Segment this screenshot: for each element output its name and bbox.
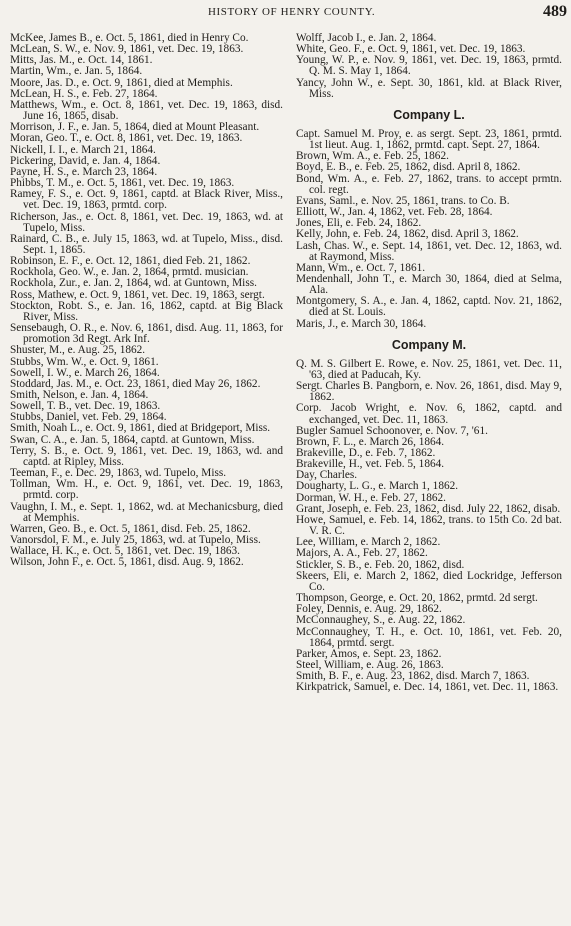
roster-entry: Matthews, Wm., e. Oct. 8, 1861, vet. Dec. 19, 1863, disd. June 16, 1865, disab. bbox=[10, 98, 283, 123]
roster-entry: Moore, Jas. D., e. Oct. 9, 1861, died at Memphis. bbox=[10, 76, 233, 89]
roster-entry: Dougharty, L. G., e. March 1, 1862. bbox=[296, 480, 459, 493]
roster-entry: McLean, S. W., e. Nov. 9, 1861, vet. Dec. 19, 1863. bbox=[10, 43, 244, 56]
roster-entry: Mitts, Jas. M., e. Oct. 14, 1861. bbox=[10, 54, 153, 67]
roster-entry: Kelly, John, e. Feb. 24, 1862, disd. April 3, 1862. bbox=[296, 228, 519, 241]
roster-entry: Yancy, John W., e. Sept. 30, 1861, kld. at Black River, Miss. bbox=[296, 76, 562, 100]
roster-entry: Moran, Geo. T., e. Oct. 8, 1861, vet. Dec. 19, 1863. bbox=[10, 132, 243, 145]
right-column-top-entries bbox=[296, 33, 562, 100]
roster-entry: Wilson, John F., e. Oct. 5, 1861, disd. Aug. 9, 1862. bbox=[10, 556, 244, 569]
roster-entry: Smith, Noah L., e. Oct. 9, 1861, died at Bridgeport, Miss. bbox=[10, 422, 271, 435]
roster-entry: Rockhola, Zur., e. Jan. 2, 1864, wd. at Guntown, Miss. bbox=[10, 277, 257, 290]
roster-entry: Mendenhall, John T., e. March 30, 1864, died at Selma, Ala. bbox=[296, 272, 562, 297]
roster-entry: Richerson, Jas., e. Oct. 8, 1861, vet. Dec. 19, 1863, wd. at Tupelo, Miss. bbox=[10, 210, 283, 234]
roster-entry: Swan, C. A., e. Jan. 5, 1864, captd. at Guntown, Miss. bbox=[10, 433, 255, 446]
roster-entry: White, Geo. F., e. Oct. 9, 1861, vet. Dec. 19, 1863. bbox=[296, 43, 526, 56]
roster-entry: Robinson, E. F., e. Oct. 12, 1861, died Feb. 21, 1862. bbox=[10, 255, 251, 268]
roster-entry: Phibbs, T. M., e. Oct. 5, 1861, vet. Dec. 19, 1863. bbox=[10, 177, 235, 190]
roster-entry: Brakeville, D., e. Feb. 7, 1862. bbox=[296, 447, 436, 459]
roster-entry: Vanorsdol, F. M., e. July 25, 1863, wd. at Tupelo, Miss. bbox=[10, 534, 261, 547]
roster-entry: Young, W. P., e. Nov. 9, 1861, vet. Dec. 19, 1863, prmtd. Q. M. S. May 1, 1864. bbox=[296, 54, 562, 78]
roster-entry: Bugler Samuel Schoonover, e. Nov. 7, '61. bbox=[296, 424, 488, 437]
roster-entry: Elliott, W., Jan. 4, 1862, vet. Feb. 28, 1864. bbox=[296, 206, 493, 219]
roster-entry: Stubbs, Wm. W., e. Oct. 9, 1861. bbox=[10, 355, 159, 368]
company-m-heading: Company M. bbox=[391, 337, 467, 352]
roster-entry: Lee, William, e. March 2, 1862. bbox=[296, 536, 441, 549]
roster-entry: Sensebaugh, O. R., e. Nov. 6, 1861, disd. Aug. 11, 1863, for promotion 3d Regt. Ark Inf. bbox=[10, 322, 283, 346]
company-l-roster bbox=[296, 129, 562, 330]
right-column bbox=[296, 33, 562, 693]
roster-entry: Martin, Wm., e. Jan. 5, 1864. bbox=[10, 65, 143, 78]
roster-entry: Lash, Chas. W., e. Sept. 14, 1861, vet. Dec. 12, 1863, wd. at Raymond, Miss. bbox=[296, 239, 562, 263]
roster-entry: McConnaughey, S., e. Aug. 22, 1862. bbox=[296, 614, 466, 627]
roster-entry: Payne, H. S., e. March 23, 1864. bbox=[10, 165, 158, 178]
roster-entry: Capt. Samuel M. Proy, e. as sergt. Sept. 23, 1861, prmtd. 1st lieut. Aug. 1, 1862, prmtd. capt. Sept. 27, 1864. bbox=[296, 127, 562, 152]
roster-entry: Rockhola, Geo. W., e. Jan. 2, 1864, prmtd. musician. bbox=[10, 266, 249, 279]
roster-entry: Maris, J., e. March 30, 1864. bbox=[296, 317, 427, 330]
roster-entry: Morrison, J. F., e. Jan. 5, 1864, died at Mount Pleasant. bbox=[10, 121, 260, 134]
roster-entry: Kirkpatrick, Samuel, e. Dec. 14, 1861, vet. Dec. 11, 1863. bbox=[296, 681, 559, 694]
roster-entry: Dorman, W. H., e. Feb. 27, 1862. bbox=[296, 491, 446, 504]
roster-entry: Vaughn, I. M., e. Sept. 1, 1862, wd. at Mechanicsburg, died at Memphis. bbox=[10, 500, 283, 524]
roster-entry: Pickering, David, e. Jan. 4, 1864. bbox=[10, 154, 161, 167]
roster-entry: Corp. Jacob Wright, e. Nov. 6, 1862, captd. and exchanged, vet. Dec. 11, 1863. bbox=[296, 402, 562, 426]
roster-entry: Q. M. S. Gilbert E. Rowe, e. Nov. 25, 1861, vet. Dec. 11, '63, died at Paducah, Ky. bbox=[296, 357, 562, 381]
roster-entry: Bond, Wm. A., e. Feb. 27, 1862, trans. to accept prmtn. col. regt. bbox=[296, 172, 562, 196]
roster-entry: Stickler, S. B., e. Feb. 20, 1862, disd. bbox=[296, 558, 465, 571]
roster-entry: Shuster, M., e. Aug. 25, 1862. bbox=[10, 344, 146, 357]
roster-entry: Teeman, F., e. Dec. 29, 1863, wd. Tupelo, Miss. bbox=[10, 467, 227, 480]
roster-entry: Brown, Wm. A., e. Feb. 25, 1862. bbox=[296, 150, 449, 163]
company-m-roster bbox=[296, 359, 562, 694]
roster-entry: McConnaughey, T. H., e. Oct. 10, 1861, vet. Feb. 20, 1864, prmtd. sergt. bbox=[296, 625, 562, 649]
running-title: HISTORY OF HENRY COUNTY. bbox=[208, 6, 376, 18]
roster-entry: Ross, Mathew, e. Oct. 9, 1861, vet. Dec. 19, 1863, sergt. bbox=[10, 288, 265, 301]
left-column bbox=[10, 33, 283, 569]
company-l-heading: Company L. bbox=[393, 107, 465, 122]
roster-entry: Majors, A. A., Feb. 27, 1862. bbox=[296, 547, 428, 560]
roster-entry: Ramey, F. S., e. Oct. 9, 1861, captd. at Black River, Miss., vet. Dec. 19, 1863, prmtd. corp. bbox=[10, 188, 283, 212]
roster-entry: Howe, Samuel, e. Feb. 14, 1862, trans. to 15th Co. 2d bat. V. R. C. bbox=[296, 513, 562, 538]
roster-entry: Brakeville, H., vet. Feb. 5, 1864. bbox=[296, 458, 445, 471]
roster-entry: Sergt. Charles B. Pangborn, e. Nov. 26, 1861, disd. May 9, 1862. bbox=[296, 380, 562, 404]
roster-entry: Brown, F. L., e. March 26, 1864. bbox=[296, 435, 445, 448]
roster-entry: Smith, Nelson, e. Jan. 4, 1864. bbox=[10, 389, 149, 401]
roster-entry: Mann, Wm., e. Oct. 7, 1861. bbox=[296, 261, 426, 274]
roster-entry: Wallace, H. K., e. Oct. 5, 1861, vet. Dec. 19, 1863. bbox=[10, 545, 240, 558]
roster-entry: Rainard, C. B., e. July 15, 1863, wd. at Tupelo, Miss., disd. Sept. 1, 1865. bbox=[10, 232, 283, 256]
roster-entry: Steel, William, e. Aug. 26, 1863. bbox=[296, 658, 444, 671]
roster-entry: Warren, Geo. B., e. Oct. 5, 1861, disd. Feb. 25, 1862. bbox=[10, 522, 251, 535]
roster-entry: Foley, Dennis, e. Aug. 29, 1862. bbox=[296, 603, 442, 616]
roster-entry: Smith, B. F., e. Aug. 23, 1862, disd. March 7, 1863. bbox=[296, 670, 530, 683]
roster-entry: Terry, S. B., e. Oct. 9, 1861, vet. Dec. 19, 1863, wd. and captd. at Ripley, Miss. bbox=[10, 444, 283, 468]
roster-entry: Day, Charles. bbox=[296, 469, 358, 482]
roster-entry: Skeers, Eli, e. March 2, 1862, died Lockridge, Jefferson Co. bbox=[296, 569, 562, 593]
roster-entry: Sowell, I. W., e. March 26, 1864. bbox=[10, 366, 160, 379]
roster-entry: Evans, Saml., e. Nov. 25, 1861, trans. to Co. B. bbox=[296, 194, 510, 207]
page-number: 489 bbox=[543, 3, 567, 20]
roster-entry: Stoddard, Jas. M., e. Oct. 23, 1861, died May 26, 1862. bbox=[10, 377, 261, 390]
roster-entry: Stubbs, Daniel, vet. Feb. 29, 1864. bbox=[10, 411, 167, 424]
roster-entry: Nickell, I. I., e. March 21, 1864. bbox=[10, 143, 156, 156]
page-header bbox=[0, 3, 571, 25]
roster-entry: Stockton, Robt. S., e. Jan. 16, 1862, captd. at Big Black River, Miss. bbox=[10, 299, 283, 323]
roster-entry: Boyd, E. B., e. Feb. 25, 1862, disd. April 8, 1862. bbox=[296, 161, 521, 174]
roster-entry: Montgomery, S. A., e. Jan. 4, 1862, captd. Nov. 21, 1862, died at St. Louis. bbox=[296, 295, 562, 319]
roster-entry: McKee, James B., e. Oct. 5, 1861, died in Henry Co. bbox=[10, 32, 249, 44]
roster-entry: Wolff, Jacob I., e. Jan. 2, 1864. bbox=[296, 32, 437, 44]
roster-entry: Tollman, Wm. H., e. Oct. 9, 1861, vet. Dec. 19, 1863, prmtd. corp. bbox=[10, 478, 283, 502]
roster-entry: Sowell, T. B., vet. Dec. 19, 1863. bbox=[10, 400, 161, 413]
roster-entry: Thompson, George, e. Oct. 20, 1862, prmtd. 2d sergt. bbox=[296, 592, 538, 605]
roster-entry: Grant, Joseph, e. Feb. 23, 1862, disd. July 22, 1862, disab. bbox=[296, 502, 561, 515]
roster-entry: Jones, Eli, e. Feb. 24, 1862. bbox=[296, 217, 422, 230]
roster-entry: Parker, Amos, e. Sept. 23, 1862. bbox=[296, 647, 442, 660]
roster-entry: McLean, H. S., e. Feb. 27, 1864. bbox=[10, 87, 158, 100]
